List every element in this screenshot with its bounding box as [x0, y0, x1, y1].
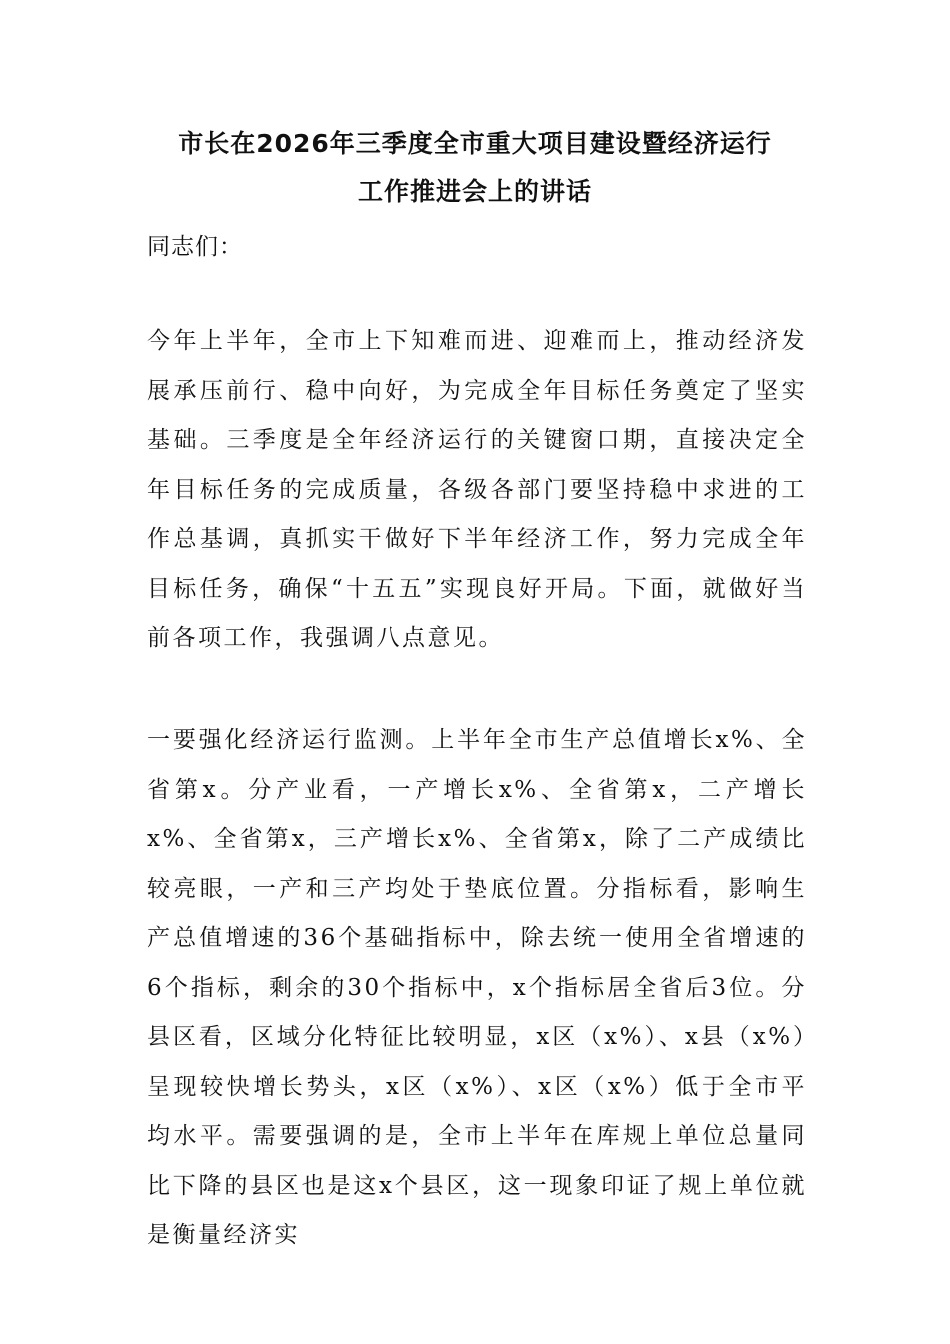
document-title-line-2: 工作推进会上的讲话 — [357, 177, 592, 206]
paragraph-point-one: 一要强化经济运行监测。上半年全市生产总值增长x%、全省第x。分产业看，一产增长x%、全省第x，二产增长x%、全省第x，三产增长x%、全省第x，除了二产成绩比较亮眼，一产和三产均处于垫底位置。分指标看，影响生产总值增速的36个基础指标中，除去统一使用全省增速的6个指标，剩余的30个指标中，x个指标居全省后3位。分县区看，区域分化特征比较明显，x区（x%）、x县（x%）呈现较快增长势头，x区（x%）、x区（x%）低于全市平均水平。需要强调的是，全市上半年在库规上单位总量同比下降的县区也是这x个县区，这一现象印证了规上单位就是衡量经济实 — [147, 727, 807, 1248]
salutation: 同志们： — [147, 234, 243, 260]
document-title-line-1: 市长在2026年三季度全市重大项目建设暨经济运行 — [178, 129, 772, 158]
paragraph-intro: 今年上半年，全市上下知难而进、迎难而上，推动经济发展承压前行、稳中向好，为完成全年目标任务奠定了坚实基础。三季度是全年经济运行的关键窗口期，直接决定全年目标任务的完成质量，各级各部门要坚持稳中求进的工作总基调，真抓实干做好下半年经济工作，努力完成全年目标任务，确保“十五五”实现良好开局。下面，就做好当前各项工作，我强调八点意见。 — [147, 328, 807, 651]
